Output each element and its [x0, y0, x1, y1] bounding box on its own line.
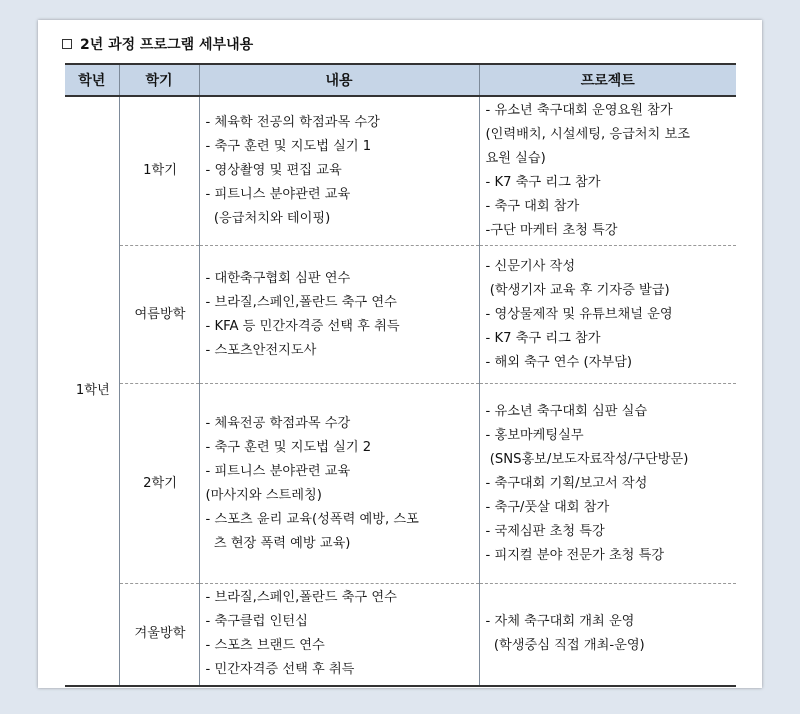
project-line: - 축구 대회 참가 — [485, 199, 580, 214]
term-cell: 겨울방학 — [119, 584, 199, 686]
content-line: - 브라질,스페인,폴란드 축구 연수 — [205, 294, 397, 310]
content-cell — [199, 384, 479, 584]
project-line: (학생중심 직접 개최-운영) — [485, 638, 645, 654]
content-line: - 축구 훈련 및 지도법 실기 1 — [205, 139, 372, 154]
project-line: - 신문기사 작성 — [485, 258, 576, 274]
table-body — [65, 96, 736, 686]
content-line: - KFA 등 민간자격증 선택 후 취득 — [205, 318, 400, 334]
content-line: - 축구 훈련 및 지도법 실기 2 — [205, 439, 372, 455]
content-line: - 스포츠 브랜드 연수 — [205, 638, 325, 654]
project-line: - K7 축구 리그 참가 — [485, 330, 601, 346]
content-line: - 영상촬영 및 편집 교육 — [205, 163, 342, 178]
project-cell — [479, 246, 736, 384]
program-table — [65, 63, 736, 687]
content-line: - 축구클럽 인턴십 — [205, 614, 308, 630]
header-content: 내용 — [199, 64, 479, 96]
content-line: - 브라질,스페인,폴란드 축구 연수 — [205, 590, 397, 606]
table-row — [65, 96, 736, 246]
content-line: - 스포츠안전지도사 — [205, 342, 317, 358]
project-line: - K7 축구 리그 참가 — [485, 175, 601, 190]
content-line: - 체육전공 학점과목 수강 — [205, 415, 351, 431]
content-line: 츠 현장 폭력 예방 교육) — [205, 535, 351, 551]
table-row — [65, 384, 736, 584]
project-line: - 해외 축구 연수 (자부담) — [485, 354, 632, 370]
content-line: - 체육학 전공의 학점과목 수강 — [205, 115, 380, 130]
header-term: 학기 — [119, 64, 199, 96]
section-heading — [62, 34, 253, 54]
table-header-row — [65, 64, 736, 96]
content-line: - 스포츠 윤리 교육(성폭력 예방, 스포 — [205, 511, 419, 527]
content-line: (마사지와 스트레칭) — [205, 487, 322, 503]
project-line: - 피지컬 분야 전문가 초청 특강 — [485, 547, 665, 563]
table-row — [65, 246, 736, 384]
section-heading-text: 2년 과정 프로그램 세부내용 — [80, 37, 254, 53]
header-project: 프로젝트 — [479, 64, 736, 96]
project-cell — [479, 584, 736, 686]
project-line: - 축구대회 기획/보고서 작성 — [485, 475, 648, 491]
project-line: 요원 실습) — [485, 151, 546, 166]
project-line: (인력배치, 시설세팅, 응급처치 보조 — [485, 127, 690, 142]
content-cell — [199, 96, 479, 246]
content-line: - 민간자격증 선택 후 취득 — [205, 662, 355, 678]
checkbox-icon — [62, 39, 72, 49]
project-line: -구단 마케터 초청 특강 — [485, 223, 618, 238]
content-line: (응급처치와 테이핑) — [205, 211, 331, 226]
header-year: 학년 — [65, 64, 119, 96]
project-line: - 축구/풋살 대회 참가 — [485, 499, 610, 515]
year-cell: 1학년 — [65, 96, 119, 686]
project-line: (SNS홍보/보도자료작성/구단방문) — [485, 451, 689, 467]
project-line: - 유소년 축구대회 심판 실습 — [485, 403, 648, 419]
project-line: - 국제심판 초청 특강 — [485, 523, 605, 539]
project-cell — [479, 384, 736, 584]
project-cell — [479, 96, 736, 246]
project-line: - 홍보마케팅실무 — [485, 427, 584, 443]
table-row — [65, 584, 736, 686]
project-line: (학생기자 교육 후 기자증 발급) — [485, 282, 670, 298]
content-line: - 대한축구협회 심판 연수 — [205, 270, 351, 286]
content-cell — [199, 246, 479, 384]
content-line: - 피트니스 분야관련 교육 — [205, 187, 351, 202]
content-cell — [199, 584, 479, 686]
project-line: - 영상물제작 및 유튜브채널 운영 — [485, 306, 673, 322]
term-cell: 2학기 — [119, 384, 199, 584]
project-line: - 유소년 축구대회 운영요원 참가 — [485, 103, 673, 118]
term-cell: 여름방학 — [119, 246, 199, 384]
document-page — [38, 20, 762, 688]
content-line: - 피트니스 분야관련 교육 — [205, 463, 351, 479]
term-cell: 1학기 — [119, 96, 199, 246]
project-line: - 자체 축구대회 개최 운영 — [485, 614, 635, 630]
